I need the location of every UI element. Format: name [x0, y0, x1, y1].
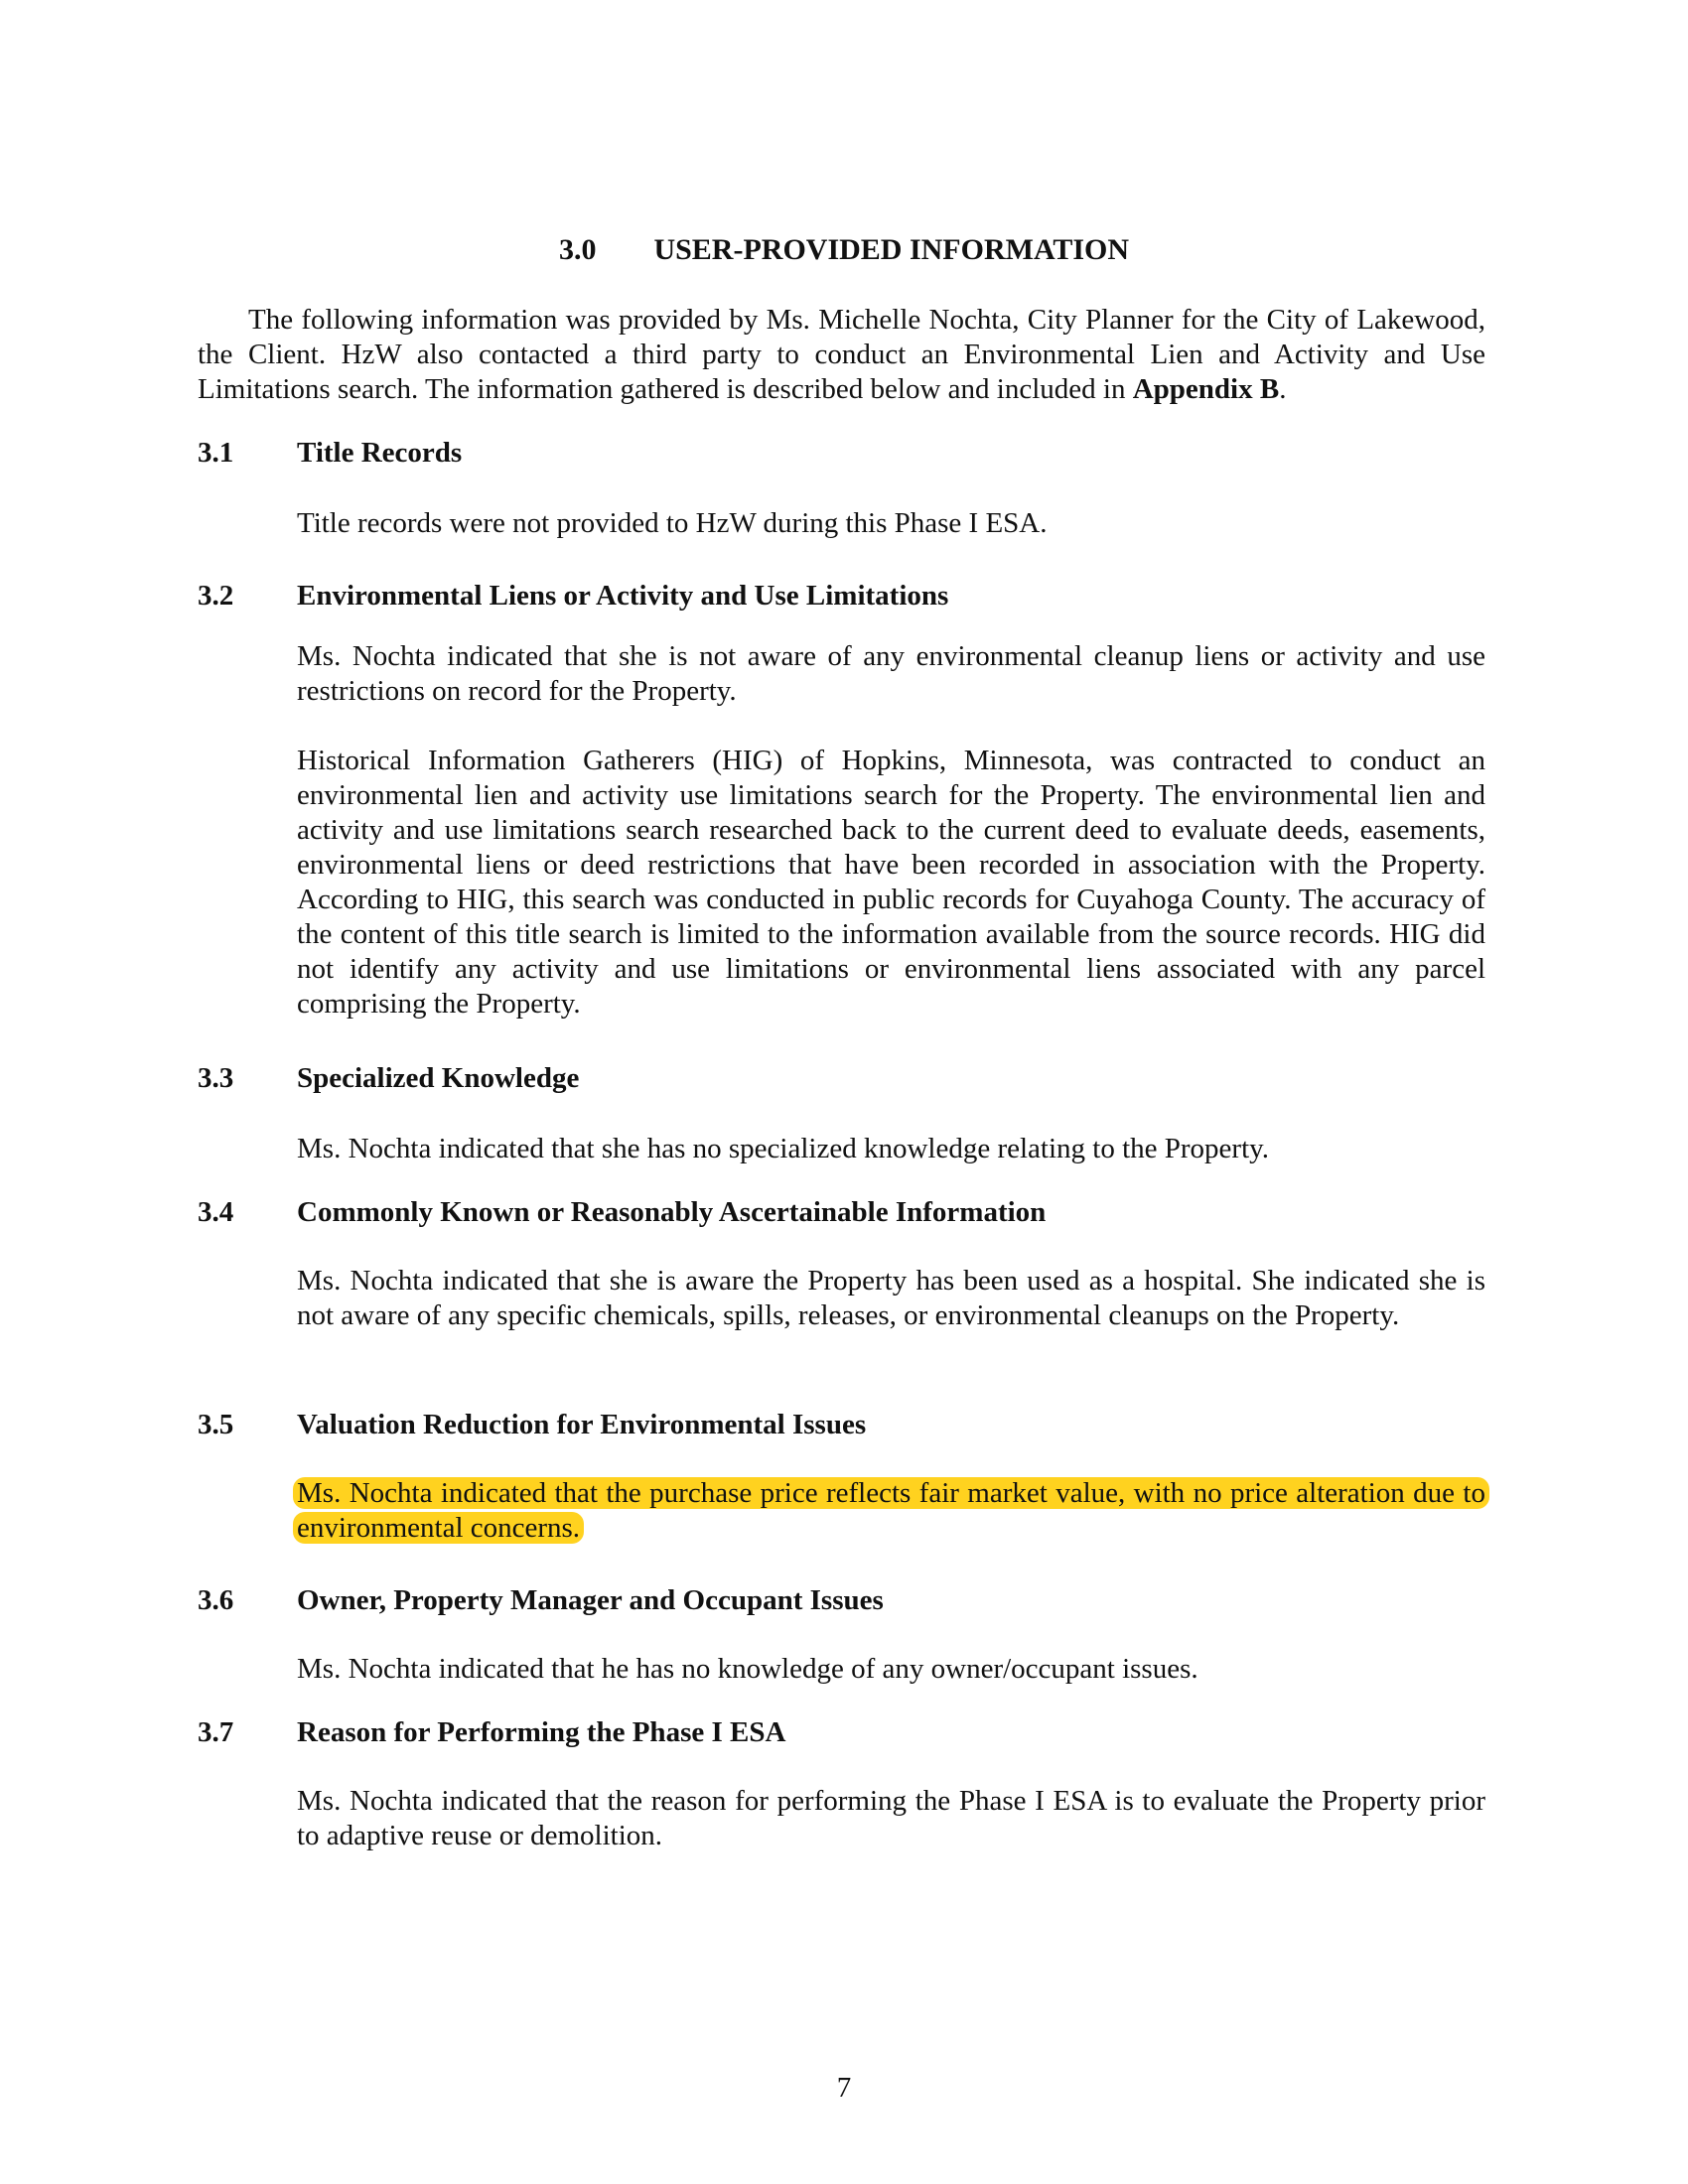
section-heading-3-6	[198, 1582, 884, 1618]
section-number: 3.1	[198, 437, 234, 469]
intro-text: The following information was provided by Ms. Michelle Nochta, City Planner for the City of Lakewood, the Client. HzW also contacted a third party to conduct an Environmental Lien and Activity and Use Limitations search. The information gathered is described below and included in	[198, 304, 1485, 405]
section-3-4-paragraph: Ms. Nochta indicated that she is aware the Property has been used as a hospital. She indicated she is not aware of any specific chemicals, spills, releases, or environmental cleanups on the Property.	[297, 1265, 1485, 1331]
section-number: 3.6	[198, 1584, 234, 1616]
appendix-reference: Appendix B	[1132, 373, 1280, 405]
section-heading-3-5	[198, 1407, 866, 1442]
section-title: Commonly Known or Reasonably Ascertainable Information	[297, 1196, 1047, 1228]
section-3-3-paragraph: Ms. Nochta indicated that she has no specialized knowledge relating to the Property.	[297, 1133, 1270, 1164]
section-number: 3.2	[198, 580, 234, 612]
section-title: Title Records	[297, 437, 463, 469]
section-3-1-paragraph: Title records were not provided to HzW during this Phase I ESA.	[297, 507, 1048, 539]
section-heading-3-2	[198, 578, 948, 614]
page-title-text: USER-PROVIDED INFORMATION	[653, 233, 1130, 266]
section-title: Valuation Reduction for Environmental Issues	[297, 1409, 867, 1440]
section-3-2-paragraph-2: Historical Information Gatherers (HIG) of Hopkins, Minnesota, was contracted to conduct an environmental lien and activity use limitations search for the Property. The environmental lien and activity and use limitations search researched back to the current deed to evaluate deeds, easements, environmental liens or deed restrictions that have been recorded in association with the Property. According to HIG, this search was conducted in public records for Cuyahoga County. The accuracy of the content of this title search is limited to the information available from the source records. HIG did not identify any activity and use limitations or environmental liens associated with any parcel comprising the Property.	[297, 745, 1485, 1020]
section-number: 3.7	[198, 1716, 234, 1748]
page-title	[0, 230, 1688, 270]
intro-end: .	[1279, 373, 1287, 405]
section-number: 3.4	[198, 1196, 234, 1228]
highlighted-text: Ms. Nochta indicated that the purchase price reflects fair market value, with no price alteration due to environmental concerns.	[293, 1477, 1489, 1544]
section-title: Owner, Property Manager and Occupant Issues	[297, 1584, 884, 1616]
page-title-number: 3.0	[558, 233, 597, 266]
section-heading-3-1	[198, 435, 462, 471]
intro-paragraph	[198, 303, 1485, 407]
section-number: 3.5	[198, 1409, 234, 1440]
section-title: Environmental Liens or Activity and Use Limitations	[297, 580, 949, 612]
section-title: Reason for Performing the Phase I ESA	[297, 1716, 786, 1748]
section-3-2-paragraph-1: Ms. Nochta indicated that she is not aware of any environmental cleanup liens or activity and use restrictions on record for the Property.	[297, 640, 1485, 707]
section-heading-3-4	[198, 1194, 1046, 1230]
section-heading-3-7	[198, 1714, 785, 1750]
section-3-5-paragraph	[297, 1476, 1485, 1546]
section-3-6-paragraph: Ms. Nochta indicated that he has no knowledge of any owner/occupant issues.	[297, 1653, 1198, 1685]
section-number: 3.3	[198, 1062, 234, 1094]
page-number: 7	[836, 2072, 852, 2104]
section-title: Specialized Knowledge	[297, 1062, 580, 1094]
section-3-7-paragraph: Ms. Nochta indicated that the reason for performing the Phase I ESA is to evaluate the Property prior to adaptive reuse or demolition.	[297, 1785, 1485, 1851]
section-heading-3-3	[198, 1060, 579, 1096]
